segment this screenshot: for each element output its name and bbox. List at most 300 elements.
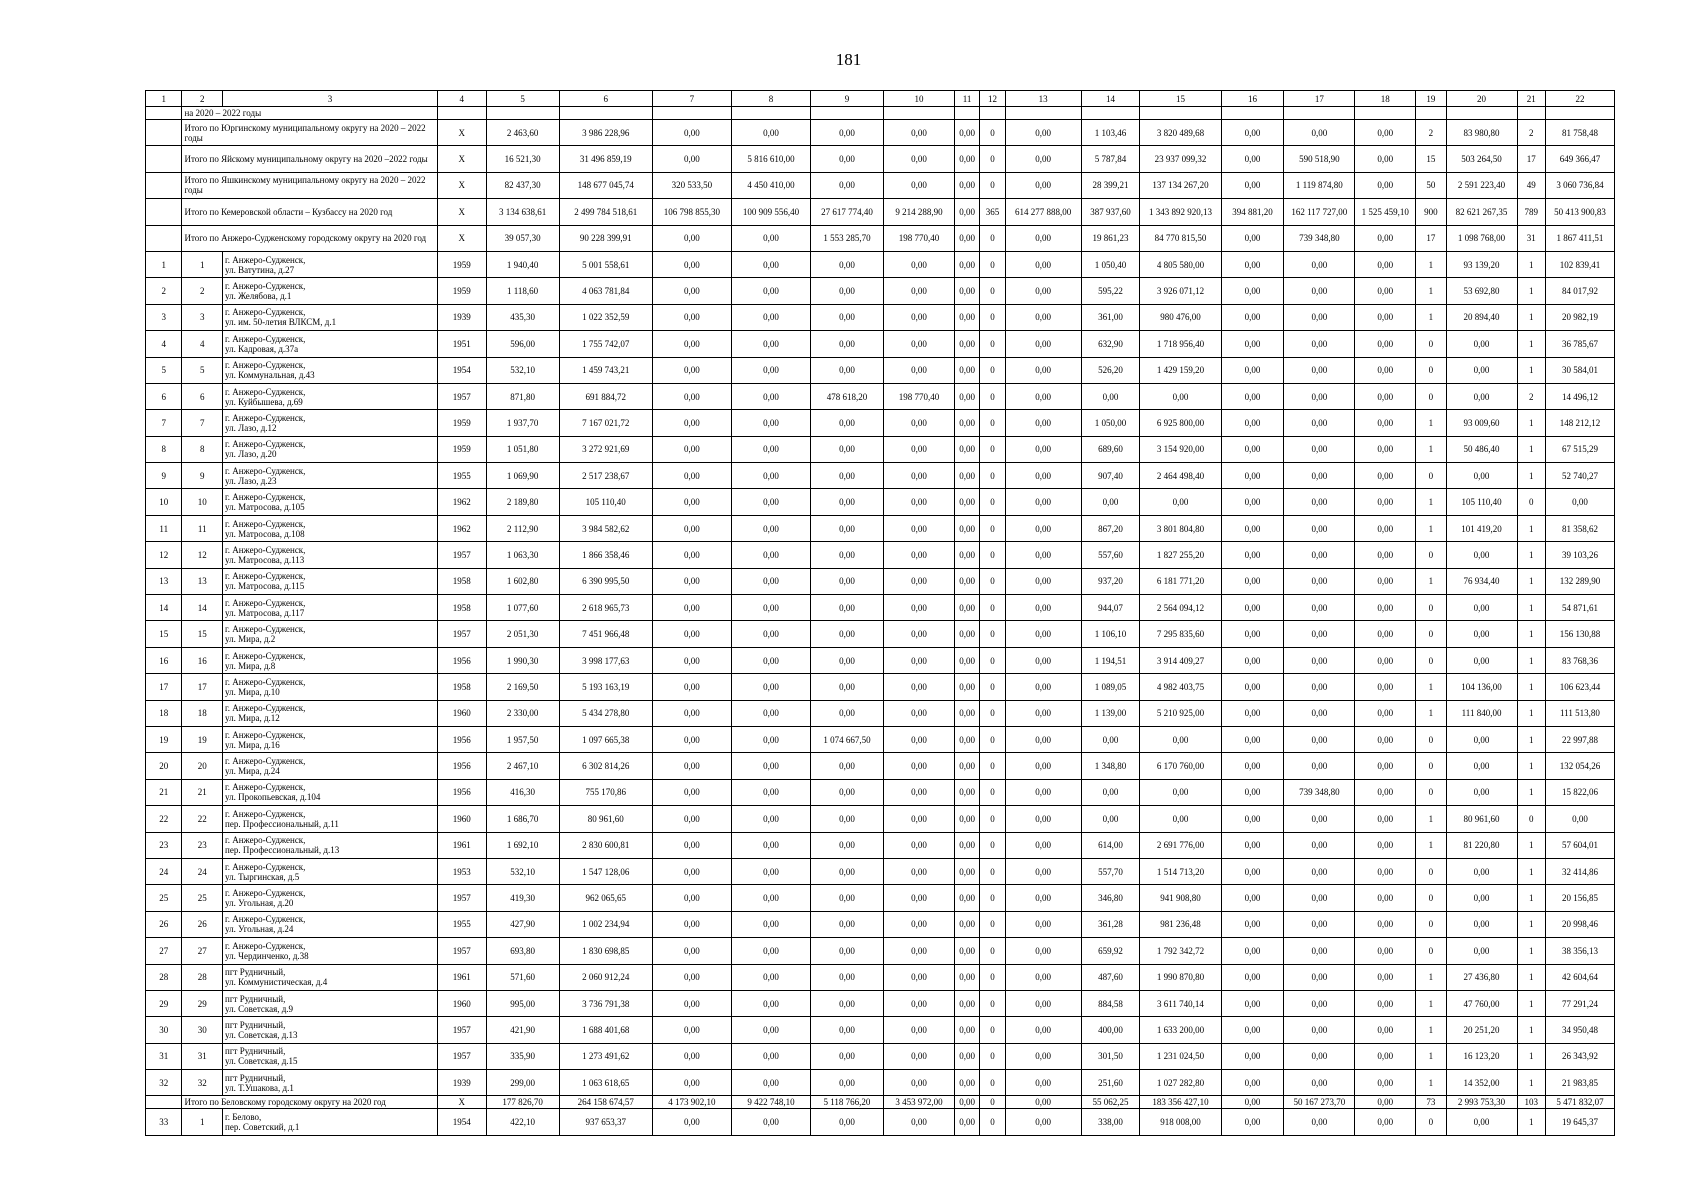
- value-cell: 5 816 610,00: [731, 146, 810, 172]
- address-street: пер. Профессиональный, д.11: [225, 818, 339, 829]
- row-subnumber: 23: [182, 832, 223, 858]
- value-cell: 1: [1416, 515, 1446, 541]
- total-label: Итого по Беловскому городскому округу на 2020 год: [182, 1096, 437, 1109]
- value-cell: 0,00: [883, 542, 954, 568]
- value-cell: 0,00: [1446, 542, 1517, 568]
- value-cell: 0,00: [652, 251, 731, 277]
- value-cell: 9 214 288,90: [883, 199, 954, 225]
- table-row: [146, 938, 1615, 964]
- value-cell: 6 170 760,00: [1140, 753, 1221, 779]
- table-row: [146, 726, 1615, 752]
- value-cell: 632,90: [1081, 331, 1140, 357]
- row-number: 19: [146, 726, 182, 752]
- empty-cell: [146, 146, 182, 172]
- address-street: ул. Желябова, д.1: [225, 291, 292, 302]
- value-cell: 689,60: [1081, 436, 1140, 462]
- table-row: [146, 489, 1615, 515]
- value-cell: 50 486,40: [1446, 436, 1517, 462]
- value-cell: 0,00: [1005, 1017, 1081, 1043]
- value-cell: 0,00: [1284, 515, 1355, 541]
- value-cell: 0,00: [883, 858, 954, 884]
- value-cell: 1: [1517, 885, 1545, 911]
- column-number-cell: 12: [980, 91, 1005, 107]
- value-cell: 0,00: [731, 542, 810, 568]
- value-cell: 0,00: [1221, 753, 1284, 779]
- empty-cell: [731, 107, 810, 120]
- row-subnumber: 1: [182, 1109, 223, 1135]
- value-cell: 0,00: [1221, 885, 1284, 911]
- address-locality: пгт Рудничный,: [225, 1046, 286, 1057]
- value-cell: 0,00: [883, 1070, 954, 1096]
- value-cell: 1: [1517, 674, 1545, 700]
- address-street: ул. Коммунальная, д.43: [225, 370, 315, 381]
- value-cell: 0,00: [1221, 120, 1284, 146]
- value-cell: 1 686,70: [486, 806, 559, 832]
- value-cell: 1955: [437, 463, 486, 489]
- value-cell: 0,00: [1005, 515, 1081, 541]
- value-cell: 0,00: [652, 225, 731, 251]
- value-cell: 1939: [437, 304, 486, 330]
- value-cell: 2 051,30: [486, 621, 559, 647]
- table-row: [146, 700, 1615, 726]
- value-cell: 1962: [437, 515, 486, 541]
- value-cell: 0: [980, 700, 1005, 726]
- value-cell: 0,00: [883, 990, 954, 1016]
- value-cell: 1: [1517, 542, 1545, 568]
- value-cell: 0,00: [1221, 779, 1284, 805]
- value-cell: 1960: [437, 700, 486, 726]
- column-number-cell: 2: [182, 91, 223, 107]
- value-cell: 1955: [437, 911, 486, 937]
- value-cell: 0,00: [1005, 1043, 1081, 1069]
- value-cell: 0,00: [810, 278, 883, 304]
- value-cell: 137 134 267,20: [1140, 172, 1221, 198]
- value-cell: 0,00: [652, 542, 731, 568]
- value-cell: 1: [1416, 1070, 1446, 1096]
- value-cell: 0,00: [1355, 331, 1416, 357]
- value-cell: 789: [1517, 199, 1545, 225]
- row-number: 27: [146, 938, 182, 964]
- value-cell: 0,00: [731, 726, 810, 752]
- empty-cell: [1140, 107, 1221, 120]
- row-number: 21: [146, 779, 182, 805]
- value-cell: 1957: [437, 1043, 486, 1069]
- value-cell: 0,00: [1355, 1043, 1416, 1069]
- value-cell: 3 453 972,00: [883, 1096, 954, 1109]
- table-row: [146, 463, 1615, 489]
- value-cell: 20 251,20: [1446, 1017, 1517, 1043]
- empty-cell: [1284, 107, 1355, 120]
- empty-cell: [146, 120, 182, 146]
- address-locality: г. Белово,: [225, 1112, 262, 1123]
- value-cell: 0,00: [954, 410, 979, 436]
- value-cell: 0,00: [1221, 647, 1284, 673]
- value-cell: 0,00: [954, 885, 979, 911]
- value-cell: 28 399,21: [1081, 172, 1140, 198]
- value-cell: 739 348,80: [1284, 225, 1355, 251]
- column-number-cell: 3: [223, 91, 438, 107]
- value-cell: 0: [980, 568, 1005, 594]
- value-cell: 1956: [437, 779, 486, 805]
- value-cell: 0,00: [810, 251, 883, 277]
- value-cell: 0,00: [1446, 885, 1517, 911]
- value-cell: 0,00: [954, 436, 979, 462]
- value-cell: 0,00: [652, 726, 731, 752]
- value-cell: 0: [1416, 779, 1446, 805]
- value-cell: 0,00: [1081, 779, 1140, 805]
- value-cell: 0,00: [1221, 674, 1284, 700]
- row-subnumber: 4: [182, 331, 223, 357]
- value-cell: 251,60: [1081, 1070, 1140, 1096]
- value-cell: 2 467,10: [486, 753, 559, 779]
- value-cell: 691 884,72: [559, 383, 652, 409]
- empty-cell: [146, 107, 182, 120]
- address-cell: [223, 331, 438, 357]
- value-cell: 900: [1416, 199, 1446, 225]
- value-cell: 0,00: [883, 357, 954, 383]
- value-cell: 0: [1416, 938, 1446, 964]
- empty-cell: [146, 199, 182, 225]
- value-cell: 0,00: [652, 621, 731, 647]
- column-number-cell: 7: [652, 91, 731, 107]
- value-cell: 0,00: [652, 832, 731, 858]
- address-locality: г. Анжеро-Судженск,: [225, 333, 306, 344]
- total-row: [146, 172, 1615, 198]
- value-cell: 0: [980, 832, 1005, 858]
- value-cell: 0,00: [954, 806, 979, 832]
- value-cell: 34 950,48: [1545, 1017, 1614, 1043]
- value-cell: 0,00: [954, 357, 979, 383]
- value-cell: 0,00: [954, 621, 979, 647]
- value-cell: 0,00: [1005, 331, 1081, 357]
- value-cell: 0: [980, 990, 1005, 1016]
- value-cell: 0,00: [1446, 383, 1517, 409]
- value-cell: 2 517 238,67: [559, 463, 652, 489]
- value-cell: 14 496,12: [1545, 383, 1614, 409]
- value-cell: 1: [1517, 1043, 1545, 1069]
- value-cell: 2 691 776,00: [1140, 832, 1221, 858]
- value-cell: 422,10: [486, 1109, 559, 1135]
- value-cell: 0,00: [1140, 779, 1221, 805]
- value-cell: 478 618,20: [810, 383, 883, 409]
- value-cell: 0,00: [731, 990, 810, 1016]
- table-row: [146, 779, 1615, 805]
- value-cell: 39 103,26: [1545, 542, 1614, 568]
- value-cell: 0,00: [1140, 806, 1221, 832]
- value-cell: 0,00: [1221, 832, 1284, 858]
- value-cell: 1: [1416, 674, 1446, 700]
- value-cell: 103: [1517, 1096, 1545, 1109]
- row-number: 10: [146, 489, 182, 515]
- value-cell: 90 228 399,91: [559, 225, 652, 251]
- empty-cell: [559, 107, 652, 120]
- column-number-cell: 21: [1517, 91, 1545, 107]
- value-cell: 361,28: [1081, 911, 1140, 937]
- value-cell: 7 451 966,48: [559, 621, 652, 647]
- value-cell: 0,00: [1284, 278, 1355, 304]
- value-cell: 335,90: [486, 1043, 559, 1069]
- value-cell: 0,00: [1005, 410, 1081, 436]
- value-cell: 0,00: [1140, 726, 1221, 752]
- value-cell: 49: [1517, 172, 1545, 198]
- value-cell: 0: [980, 331, 1005, 357]
- total-label: Итого по Кемеровской области – Кузбассу на 2020 год: [182, 199, 437, 225]
- table-row: [146, 331, 1615, 357]
- value-cell: 1 103,46: [1081, 120, 1140, 146]
- value-cell: 595,22: [1081, 278, 1140, 304]
- value-cell: 5 471 832,07: [1545, 1096, 1614, 1109]
- row-subnumber: 26: [182, 911, 223, 937]
- value-cell: 0,00: [731, 885, 810, 911]
- row-number: 15: [146, 621, 182, 647]
- value-cell: 0,00: [1446, 647, 1517, 673]
- value-cell: 0,00: [652, 753, 731, 779]
- column-number-cell: 17: [1284, 91, 1355, 107]
- value-cell: 0,00: [883, 964, 954, 990]
- value-cell: 3 154 920,00: [1140, 436, 1221, 462]
- value-cell: 0,00: [1221, 938, 1284, 964]
- value-cell: 4 450 410,00: [731, 172, 810, 198]
- row-number: 22: [146, 806, 182, 832]
- value-cell: 557,60: [1081, 542, 1140, 568]
- total-row: [146, 225, 1615, 251]
- row-subnumber: 7: [182, 410, 223, 436]
- value-cell: 0: [980, 621, 1005, 647]
- value-cell: 100 909 556,40: [731, 199, 810, 225]
- row-subnumber: 24: [182, 858, 223, 884]
- value-cell: 1962: [437, 489, 486, 515]
- value-cell: 0,00: [731, 1017, 810, 1043]
- value-cell: 0: [980, 463, 1005, 489]
- address-locality: г. Анжеро-Судженск,: [225, 386, 306, 397]
- continuation-label: на 2020 – 2022 годы: [182, 107, 437, 120]
- value-cell: 0,00: [810, 674, 883, 700]
- value-cell: 0,00: [810, 304, 883, 330]
- value-cell: 5 193 163,19: [559, 674, 652, 700]
- value-cell: 1 429 159,20: [1140, 357, 1221, 383]
- value-cell: 0,00: [652, 278, 731, 304]
- value-cell: 2: [1416, 120, 1446, 146]
- row-subnumber: 11: [182, 515, 223, 541]
- address-cell: [223, 621, 438, 647]
- value-cell: 0,00: [954, 911, 979, 937]
- empty-cell: [652, 107, 731, 120]
- value-cell: 2: [1517, 383, 1545, 409]
- value-cell: 0,00: [1355, 806, 1416, 832]
- value-cell: 0,00: [810, 621, 883, 647]
- row-subnumber: 12: [182, 542, 223, 568]
- value-cell: 0,00: [810, 331, 883, 357]
- row-number: 8: [146, 436, 182, 462]
- value-cell: 1 937,70: [486, 410, 559, 436]
- value-cell: 0,00: [1005, 779, 1081, 805]
- address-cell: [223, 357, 438, 383]
- value-cell: 1 069,90: [486, 463, 559, 489]
- value-cell: 30 584,01: [1545, 357, 1614, 383]
- value-cell: 2 330,00: [486, 700, 559, 726]
- value-cell: 3 060 736,84: [1545, 172, 1614, 198]
- value-cell: 0,00: [810, 885, 883, 911]
- address-cell: [223, 1017, 438, 1043]
- value-cell: 1959: [437, 251, 486, 277]
- value-cell: 427,90: [486, 911, 559, 937]
- address-street: ул. Мира, д.8: [225, 660, 276, 671]
- value-cell: 0: [980, 542, 1005, 568]
- value-cell: 0,00: [1284, 911, 1355, 937]
- value-cell: 0,00: [883, 304, 954, 330]
- value-cell: 0: [980, 779, 1005, 805]
- value-cell: 77 291,24: [1545, 990, 1614, 1016]
- row-number: 2: [146, 278, 182, 304]
- value-cell: 0: [1517, 806, 1545, 832]
- address-locality: г. Анжеро-Судженск,: [225, 597, 306, 608]
- value-cell: 1957: [437, 938, 486, 964]
- value-cell: 0: [980, 885, 1005, 911]
- value-cell: 0: [980, 1070, 1005, 1096]
- value-cell: 39 057,30: [486, 225, 559, 251]
- value-cell: 20 156,85: [1545, 885, 1614, 911]
- value-cell: 3 134 638,61: [486, 199, 559, 225]
- value-cell: 1: [1517, 1070, 1545, 1096]
- total-label: Итого по Яйскому муниципальному округу на 2020 –2022 годы: [182, 146, 437, 172]
- row-number: 18: [146, 700, 182, 726]
- value-cell: 0,00: [810, 753, 883, 779]
- row-subnumber: 2: [182, 278, 223, 304]
- value-cell: 0,00: [1005, 911, 1081, 937]
- value-cell: 1 514 713,20: [1140, 858, 1221, 884]
- address-street: ул. Мира, д.24: [225, 766, 280, 777]
- value-cell: 400,00: [1081, 1017, 1140, 1043]
- table-row: [146, 674, 1615, 700]
- value-cell: 0,00: [954, 1096, 979, 1109]
- value-cell: 0: [1416, 595, 1446, 621]
- address-street: ул. Ватутина, д.27: [225, 264, 295, 275]
- value-cell: 1: [1517, 278, 1545, 304]
- value-cell: 0,00: [1355, 911, 1416, 937]
- value-cell: 156 130,88: [1545, 621, 1614, 647]
- table-row: [146, 1109, 1615, 1135]
- value-cell: 0,00: [731, 410, 810, 436]
- value-cell: 299,00: [486, 1070, 559, 1096]
- value-cell: 0,00: [652, 964, 731, 990]
- value-cell: 0,00: [1355, 885, 1416, 911]
- value-cell: 1: [1416, 964, 1446, 990]
- empty-cell: [437, 107, 486, 120]
- value-cell: 0,00: [1005, 489, 1081, 515]
- value-cell: 0,00: [652, 1043, 731, 1069]
- value-cell: 0,00: [810, 647, 883, 673]
- value-cell: 1957: [437, 542, 486, 568]
- value-cell: 0,00: [954, 1043, 979, 1069]
- value-cell: 0,00: [1355, 146, 1416, 172]
- total-row: [146, 199, 1615, 225]
- value-cell: 0,00: [954, 938, 979, 964]
- value-cell: 0,00: [883, 489, 954, 515]
- value-cell: 1 050,40: [1081, 251, 1140, 277]
- value-cell: 0,00: [954, 120, 979, 146]
- value-cell: 0: [1416, 542, 1446, 568]
- value-cell: X: [437, 120, 486, 146]
- value-cell: 0,00: [1355, 172, 1416, 198]
- value-cell: 1954: [437, 357, 486, 383]
- value-cell: 0,00: [954, 331, 979, 357]
- value-cell: 0: [980, 304, 1005, 330]
- value-cell: 0,00: [652, 515, 731, 541]
- empty-cell: [1446, 107, 1517, 120]
- value-cell: 83 980,80: [1446, 120, 1517, 146]
- value-cell: 1 063,30: [486, 542, 559, 568]
- value-cell: 0,00: [810, 1109, 883, 1135]
- address-street: ул. Т.Ушакова, д.1: [225, 1082, 294, 1093]
- table-row: [146, 911, 1615, 937]
- value-cell: 0,00: [883, 806, 954, 832]
- value-cell: 0,00: [1221, 251, 1284, 277]
- value-cell: 867,20: [1081, 515, 1140, 541]
- value-cell: 0,00: [1355, 120, 1416, 146]
- value-cell: 0: [980, 858, 1005, 884]
- value-cell: 1957: [437, 1017, 486, 1043]
- address-locality: г. Анжеро-Судженск,: [225, 808, 306, 819]
- row-number: 25: [146, 885, 182, 911]
- table-row: [146, 515, 1615, 541]
- value-cell: 7 167 021,72: [559, 410, 652, 436]
- address-locality: пгт Рудничный,: [225, 1019, 286, 1030]
- value-cell: 0,00: [883, 1043, 954, 1069]
- value-cell: 6 181 771,20: [1140, 568, 1221, 594]
- value-cell: 52 740,27: [1545, 463, 1614, 489]
- value-cell: 0,00: [954, 542, 979, 568]
- value-cell: 526,20: [1081, 357, 1140, 383]
- total-label: Итого по Юргинскому муниципальному округу на 2020 – 2022 годы: [182, 120, 437, 146]
- address-street: ул. Лазо, д.20: [225, 449, 277, 460]
- value-cell: 26 343,92: [1545, 1043, 1614, 1069]
- value-cell: 0,00: [1355, 990, 1416, 1016]
- value-cell: 0,00: [1005, 357, 1081, 383]
- value-cell: 937 653,37: [559, 1109, 652, 1135]
- table-row: [146, 964, 1615, 990]
- value-cell: 2 463,60: [486, 120, 559, 146]
- row-number: 17: [146, 674, 182, 700]
- value-cell: 1 692,10: [486, 832, 559, 858]
- value-cell: 1957: [437, 885, 486, 911]
- value-cell: 0,00: [1545, 489, 1614, 515]
- value-cell: 32 414,86: [1545, 858, 1614, 884]
- column-number-cell: 8: [731, 91, 810, 107]
- address-street: ул. Матросова, д.117: [225, 607, 305, 618]
- value-cell: 421,90: [486, 1017, 559, 1043]
- value-cell: 0: [980, 436, 1005, 462]
- address-cell: [223, 515, 438, 541]
- value-cell: 20 894,40: [1446, 304, 1517, 330]
- value-cell: 0,00: [1284, 832, 1355, 858]
- address-locality: г. Анжеро-Судженск,: [225, 254, 306, 265]
- value-cell: 53 692,80: [1446, 278, 1517, 304]
- value-cell: 907,40: [1081, 463, 1140, 489]
- value-cell: 0,00: [883, 753, 954, 779]
- value-cell: 2 169,50: [486, 674, 559, 700]
- value-cell: 0: [1416, 357, 1446, 383]
- table-row: [146, 568, 1615, 594]
- value-cell: 76 934,40: [1446, 568, 1517, 594]
- value-cell: 0,00: [731, 858, 810, 884]
- value-cell: 0,00: [1446, 1109, 1517, 1135]
- value-cell: 0,00: [731, 278, 810, 304]
- value-cell: 0: [1517, 489, 1545, 515]
- address-cell: [223, 753, 438, 779]
- value-cell: 0,00: [1284, 1070, 1355, 1096]
- value-cell: 596,00: [486, 331, 559, 357]
- value-cell: 0,00: [1446, 726, 1517, 752]
